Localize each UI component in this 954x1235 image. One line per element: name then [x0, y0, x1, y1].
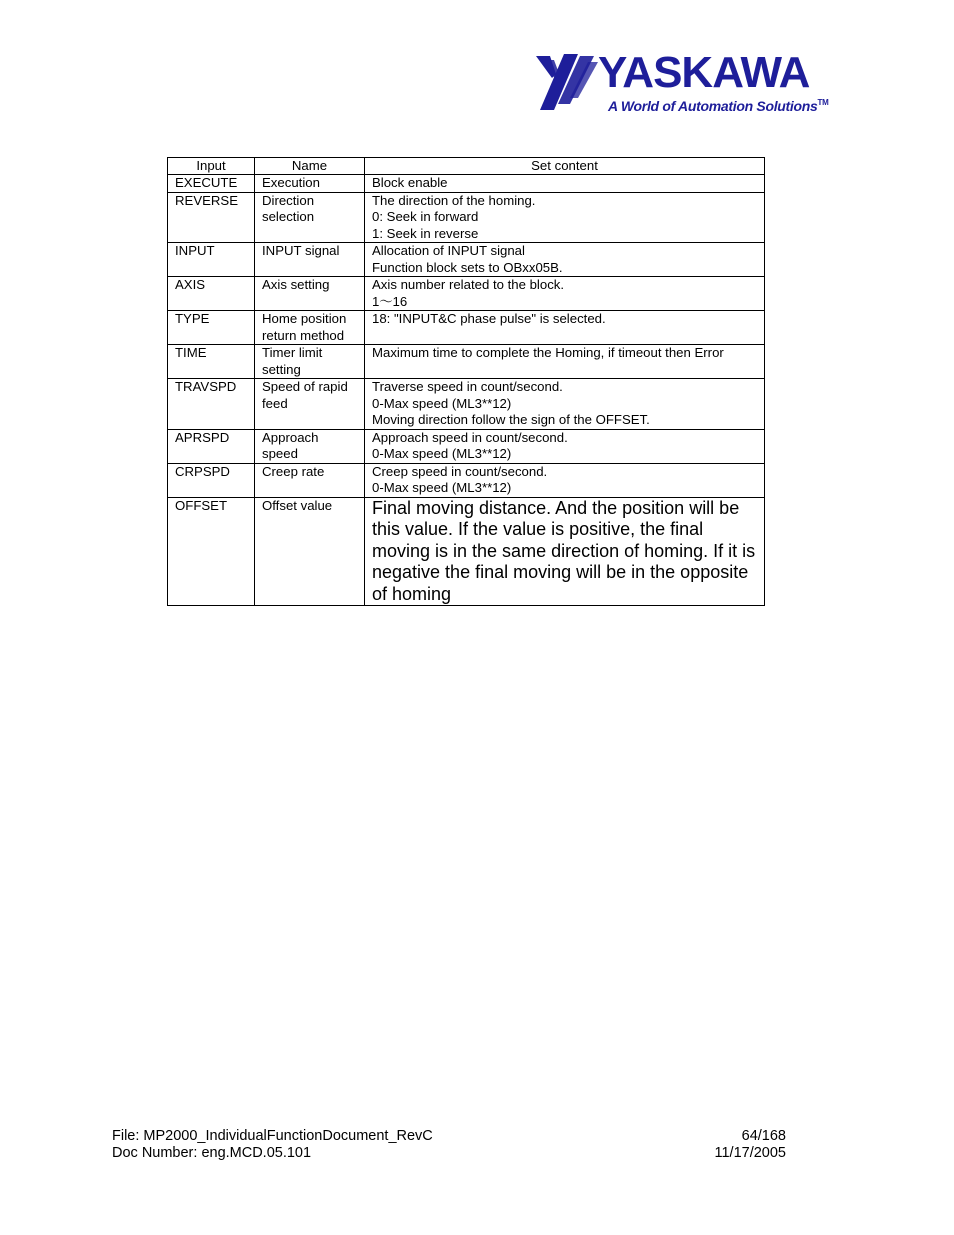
cell-set-content	[365, 379, 765, 430]
content-line: Allocation of INPUT signal	[372, 243, 525, 258]
cell-input: REVERSE	[168, 192, 255, 243]
yaskawa-emblem-icon	[534, 52, 600, 114]
cell-name: Home position return method	[255, 311, 365, 345]
logo-tagline: A World of Automation Solutions™	[608, 98, 829, 114]
table-row	[168, 379, 765, 430]
content-line: Axis number related to the block.	[372, 277, 565, 292]
cell-input: TIME	[168, 345, 255, 379]
cell-input: CRPSPD	[168, 463, 255, 497]
column-header-name: Name	[255, 158, 365, 175]
cell-set-content	[365, 463, 765, 497]
footer-date: 11/17/2005	[714, 1145, 786, 1161]
cell-set-content	[365, 429, 765, 463]
cell-name: Speed of rapid feed	[255, 379, 365, 430]
content-line: 0-Max speed (ML3**12)	[372, 480, 512, 495]
table-row	[168, 243, 765, 277]
cell-name: Axis setting	[255, 277, 365, 311]
cell-input: INPUT	[168, 243, 255, 277]
content-line: Function block sets to OBxx05B.	[372, 259, 563, 275]
cell-set-content	[365, 243, 765, 277]
content-line: 1～16	[372, 293, 408, 309]
table-row	[168, 463, 765, 497]
cell-set-content	[365, 192, 765, 243]
cell-set-content	[365, 175, 765, 193]
cell-set-content	[365, 311, 765, 345]
cell-name: Offset value	[255, 497, 365, 606]
table-row	[168, 277, 765, 311]
cell-input: AXIS	[168, 277, 255, 311]
content-line: Final moving distance. And the position will be this value. If the value is positive, the final moving is in the same direction of homing. If it is negative the final moving will be in the opposite of homing	[372, 497, 756, 604]
cell-input: TYPE	[168, 311, 255, 345]
trademark-mark: TM	[817, 98, 829, 107]
page-footer	[112, 1128, 786, 1162]
table-header-row	[168, 158, 765, 175]
cell-name: Approach speed	[255, 429, 365, 463]
column-header-input: Input	[168, 158, 255, 175]
content-line: 18: "INPUT&C phase pulse" is selected.	[372, 311, 606, 326]
content-line: Maximum time to complete the Homing, if timeout then Error	[372, 345, 724, 360]
content-line: The direction of the homing.	[372, 192, 536, 208]
input-parameters-table	[167, 157, 765, 606]
cell-name: INPUT signal	[255, 243, 365, 277]
table-row	[168, 429, 765, 463]
cell-name: Creep rate	[255, 463, 365, 497]
cell-name: Execution	[255, 175, 365, 193]
content-line: 0-Max speed (ML3**12)	[372, 446, 512, 461]
table-row	[168, 311, 765, 345]
footer-page-number: 64/168	[741, 1128, 786, 1144]
content-line: Block enable	[372, 175, 448, 190]
content-line: 0: Seek in forward	[372, 209, 479, 224]
content-line: Approach speed in count/second.	[372, 429, 568, 445]
footer-file: File: MP2000_IndividualFunctionDocument_RevC	[112, 1128, 433, 1144]
cell-set-content	[365, 277, 765, 311]
cell-set-content	[365, 497, 765, 606]
cell-set-content	[365, 345, 765, 379]
content-line: Traverse speed in count/second.	[372, 379, 563, 394]
logo-wordmark: YASKAWA	[598, 48, 810, 97]
table-row	[168, 192, 765, 243]
content-line: Creep speed in count/second.	[372, 463, 548, 479]
content-line: 1: Seek in reverse	[372, 225, 479, 241]
table-row	[168, 497, 765, 606]
cell-name: Timer limit setting	[255, 345, 365, 379]
content-line: 0-Max speed (ML3**12)	[372, 395, 512, 411]
table-row	[168, 175, 765, 193]
column-header-set-content: Set content	[365, 158, 765, 175]
footer-doc-number: Doc Number: eng.MCD.05.101	[112, 1145, 312, 1161]
yaskawa-logo	[534, 48, 829, 118]
cell-input: APRSPD	[168, 429, 255, 463]
content-line: Moving direction follow the sign of the OFFSET.	[372, 412, 650, 427]
cell-input: OFFSET	[168, 497, 255, 606]
table-row	[168, 345, 765, 379]
cell-name: Direction selection	[255, 192, 365, 243]
cell-input: TRAVSPD	[168, 379, 255, 430]
cell-input: EXECUTE	[168, 175, 255, 193]
